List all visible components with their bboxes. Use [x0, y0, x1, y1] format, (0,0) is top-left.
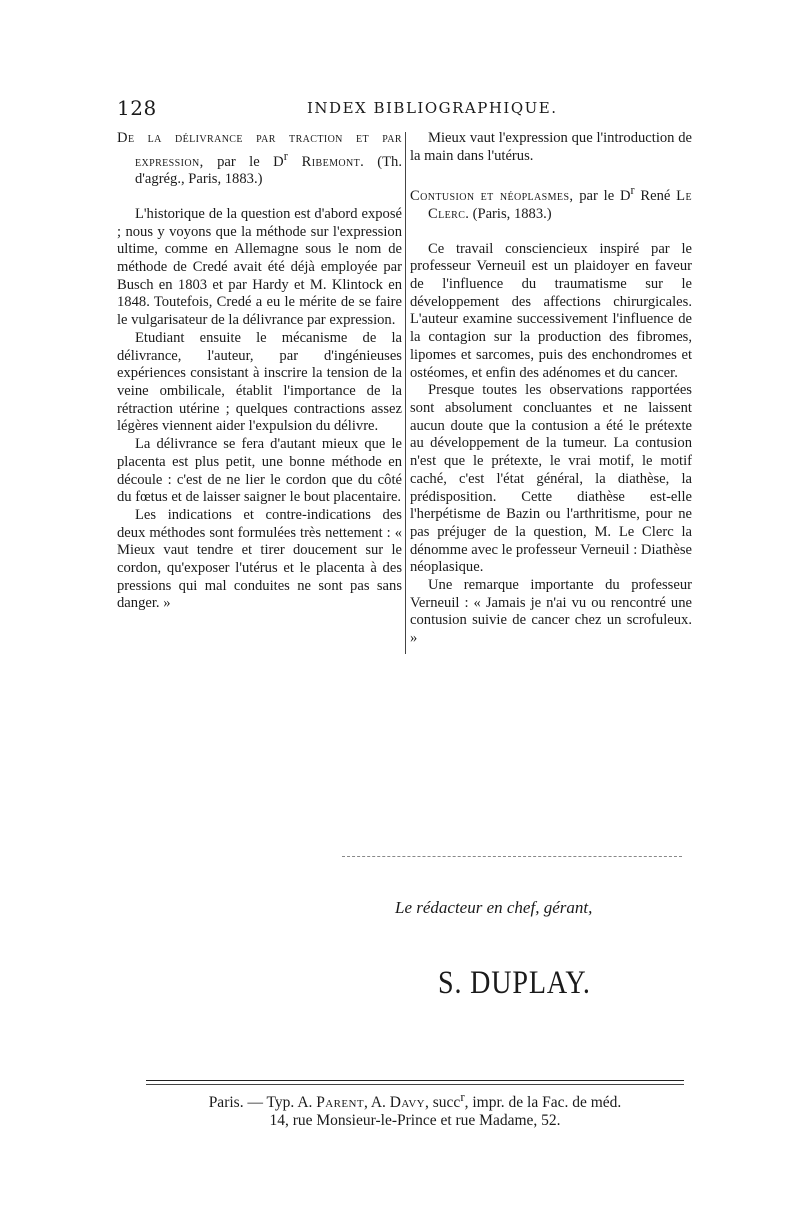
signature-name: S. DUPLAY. — [438, 965, 591, 1001]
paragraph: Ce travail consciencieux inspiré par le professeur Verneuil est un plaidoyer en faveur de l'influence du traumatisme sur le développement des affections chirurgicales. L'auteur examine successivement l'influence de la contagion sur la production des fibromes, lipomes et sarcomes, puis des enchondromes et ostéomes, et enfin des adénomes et du cancer. — [410, 240, 692, 381]
right-column — [410, 130, 692, 648]
running-title: INDEX BIBLIOGRAPHIQUE. — [307, 99, 558, 117]
paragraph: Presque toutes les observations rapportées sont absolument concluantes et ne laissent aucun doute que la contusion a été le prétexte au développement de la tumeur. La contusion n'est que le prétexte, le vrai motif, le motif caché, c'est l'état général, la diathèse, la prédisposition. Cette diathèse est-elle l'herpétisme de Bazin ou l'arthritisme, pour ne pas préjuger de la question, M. Le Clerc la dénomme avec le professeur Verneuil : Diathèse néoplasique. — [410, 382, 692, 576]
entry-author: Ribemont — [287, 153, 361, 170]
left-column — [117, 130, 402, 613]
entry-title-text: De la délivrance par traction et par expression, — [117, 130, 402, 170]
footer-rule — [146, 1084, 684, 1085]
printer-imprint — [140, 1088, 690, 1130]
entry-title-delivrance — [117, 130, 402, 189]
imprint-prefix: Paris. — Typ. A. — [208, 1094, 317, 1112]
paragraph: La délivrance se fera d'autant mieux que le placenta est plus petit, une bonne méthode en découle : c'est de ne lier le cordon que du côté du fœtus et de laisser saigner le bout placentaire. — [117, 436, 402, 506]
separator-line — [342, 856, 682, 857]
page-number: 128 — [117, 96, 157, 120]
paragraph: Etudiant ensuite le mécanisme de la délivrance, l'auteur, par d'ingénieuses expériences consistant à inscrire la tension de la veine ombilicale, établit l'importance de la rétraction utérine ; quelques contractions assez légères viennent aider l'expulsion du délivre. — [117, 329, 402, 435]
paragraph: L'historique de la question est d'abord exposé ; nous y voyons que la méthode sur l'expression ultime, comme en Allemagne sous le nom de méthode de Credé avait été déjà employée par Busch en 1803 et par Hardy et M. Klintock en 1848. Toutefois, Credé a eu le mérite de se faire le vulgarisateur de la délivrance par expression. — [117, 205, 402, 329]
entry-byline: par le D — [573, 188, 631, 205]
imprint-suffix: , impr. de la Fac. de méd. — [464, 1094, 622, 1112]
entry-author-first: René — [634, 188, 677, 205]
entry-author: Le Clerc — [428, 188, 692, 222]
imprint-succ-sup: r — [460, 1089, 465, 1104]
imprint-printer-name: Davy — [389, 1094, 426, 1112]
entry-source: . (Th. d'agrég., Paris, 1883.) — [135, 153, 402, 188]
imprint-line-2: 14, rue Monsieur-le-Prince et rue Madame, 52. — [269, 1112, 561, 1130]
imprint-printer-name: Parent — [316, 1094, 364, 1112]
entry-byline-sup: r — [283, 148, 288, 163]
entry-byline-sup: r — [630, 183, 635, 198]
signature-role: Le rédacteur en chef, gérant, — [395, 898, 593, 917]
entry-title-text: Contusion et néoplasmes, — [410, 188, 574, 205]
column-divider — [405, 132, 406, 654]
running-header — [117, 96, 692, 122]
entry-byline: par le D — [203, 153, 284, 170]
paragraph: Une remarque importante du professeur Verneuil : « Jamais je n'ai vu ou rencontré une contusion suivie de cancer chez un scrofuleux. » — [410, 577, 692, 647]
entry-title-contusion — [410, 182, 692, 223]
entry-source: . (Paris, 1883.) — [465, 205, 552, 222]
imprint-line-1 — [140, 1088, 690, 1112]
imprint-succ: , succ — [425, 1094, 461, 1112]
imprint-separator: , A. — [363, 1094, 390, 1112]
paragraph-continuation: Mieux vaut l'expression que l'introduction de la main dans l'utérus. — [410, 130, 692, 164]
paragraph: Les indications et contre-indications des deux méthodes sont formulées très nettement : « Mieux vaut tendre et tirer doucement sur le cordon, qu'exposer l'utérus et le placenta à des pressions qui mal conduites ne sont pas sans danger. » — [117, 506, 402, 612]
footer-rule — [146, 1080, 684, 1081]
